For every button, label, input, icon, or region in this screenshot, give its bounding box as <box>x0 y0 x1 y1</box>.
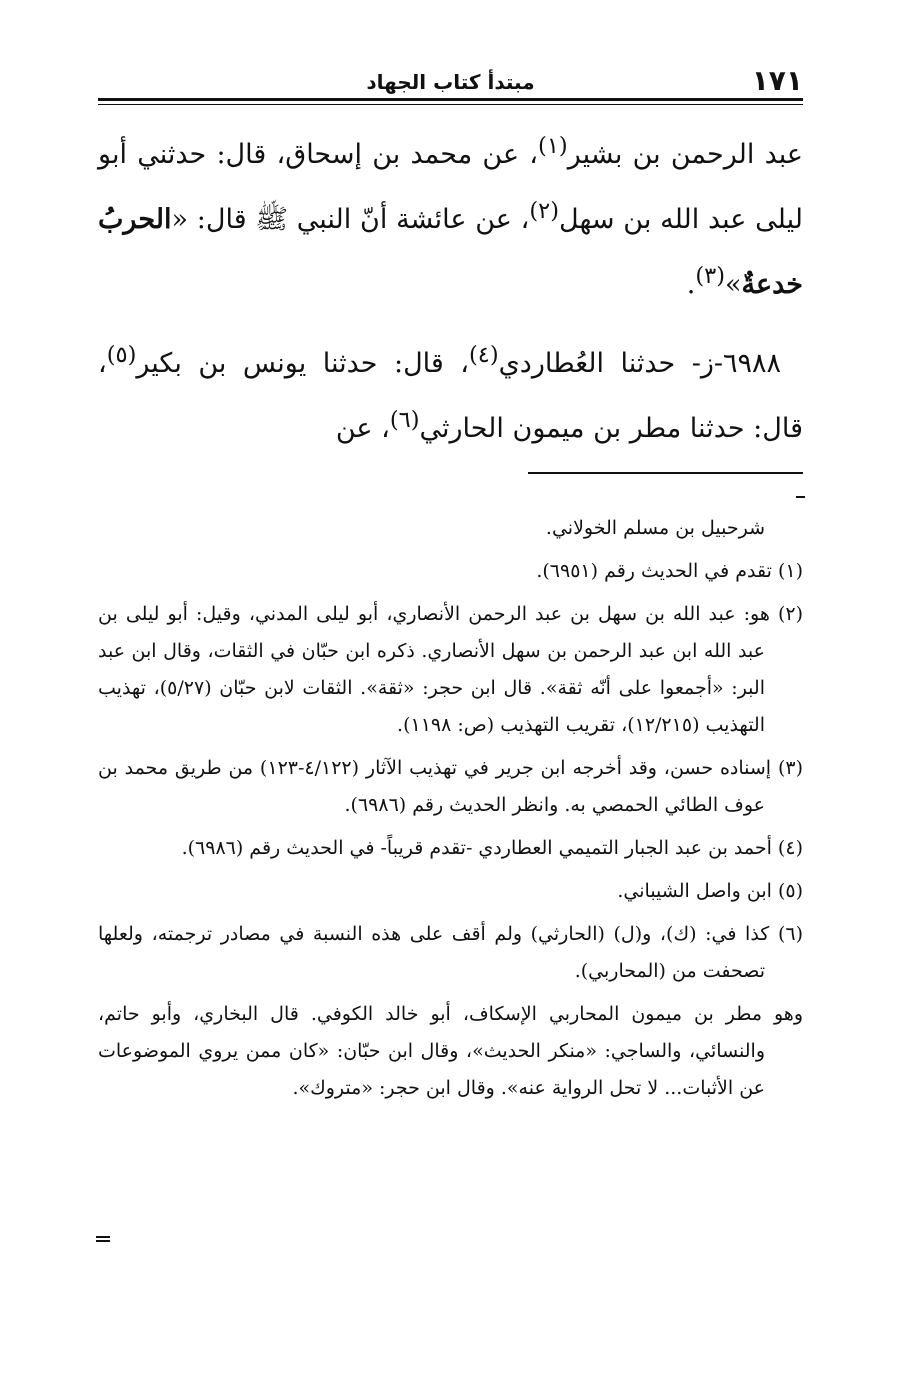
main-text <box>98 118 803 457</box>
hadith-text-continuation: عبد الرحمن بن بشير$^{(١)}$، عن محمد بن إسحاق، قال: حدثني أبو ليلى عبد الله بن سهل$^{(٢)}$، عن عائشة أنّ النبي ﷺ قال: «الحربُ خدعةٌ»$^{(٣)}$. <box>98 133 804 300</box>
page-number: ١٧١ <box>751 64 803 97</box>
running-title: مبتدأ كتاب الجهاد <box>366 70 535 94</box>
footnote-ref-6: (٦) <box>389 407 420 433</box>
footnote-continuation: شرحبيل بن مسلم الخولاني. <box>545 517 765 539</box>
footnote-2: (٢) هو: عبد الله بن سهل بن عبد الرحمن الأنصاري، أبو ليلى المدني، وقيل: أبو ليلى بن عبد الله ابن عبد الرحمن بن سهل الأنصاري. ذكره ابن حبّان في الثقات، وقال ابن عبد البر: «أجمعوا على أنّه ثقة». قال ابن حجر: «ثقة». الثقات لابن حبّان (٥/٢٧)، تهذيب التهذيب (١٢/٢١٥)، تقريب التهذيب (ص: ١١٩٨). <box>98 603 803 736</box>
footnote-ref-5: (٥) <box>106 342 137 368</box>
footnote-separator <box>528 472 803 474</box>
hadith-6988: ٦٩٨٨-ز- حدثنا العُطاردي$^{(٤)}$، قال: حدثنا يونس بن بكير$^{(٥)}$، قال: حدثنا مطر بن ميمون الحارثي$^{(٦)}$، عن <box>98 342 803 444</box>
page-header <box>98 62 803 96</box>
header-rule-thin <box>98 104 803 105</box>
footnote-5: (٥) ابن واصل الشيباني. <box>617 880 803 902</box>
footnote-ref-2: (٢) <box>529 198 560 224</box>
footnote-4: (٤) أحمد بن عبد الجبار التميمي العطاردي -تقدم قريباً- في الحديث رقم (٦٩٨٦). <box>181 837 803 859</box>
footnote-6: (٦) كذا في: (ك)، و(ل) (الحارثي) ولم أقف على هذه النسبة في مصادر ترجمته، ولعلها تصحفت من (المحاربي). <box>98 923 803 982</box>
footnote-3: (٣) إسناده حسن، وقد أخرجه ابن جرير في تهذيب الآثار (٤/١٢٢-١٢٣) من طريق محمد بن عوف الطائي الحمصي به. وانظر الحديث رقم (٦٩٨٦). <box>98 757 803 816</box>
footnote-ref-1: (١) <box>538 133 568 159</box>
footnote-ref-3: (٣) <box>695 263 726 289</box>
footnote-1: (١) تقدم في الحديث رقم (٦٩٥١). <box>536 560 803 582</box>
hadith-matn: الحربُ خدعةٌ <box>98 204 803 300</box>
footnote-6-continued: وهو مطر بن ميمون المحاربي الإسكاف، أبو خالد الكوفي. قال البخاري، وأبو حاتم، والنسائي، والساجي: «منكر الحديث»، وقال ابن حبّان: «كان ممن يروي الموضوعات عن الأثبات... لا تحل الرواية عنه». وقال ابن حجر: «متروك». <box>98 1003 803 1099</box>
footnotes <box>98 510 803 1113</box>
footnote-ref-4: (٤) <box>469 342 499 368</box>
header-rule-thick <box>98 98 803 101</box>
continuation-mark-top <box>796 496 805 498</box>
continuation-mark-bottom <box>96 1236 110 1242</box>
